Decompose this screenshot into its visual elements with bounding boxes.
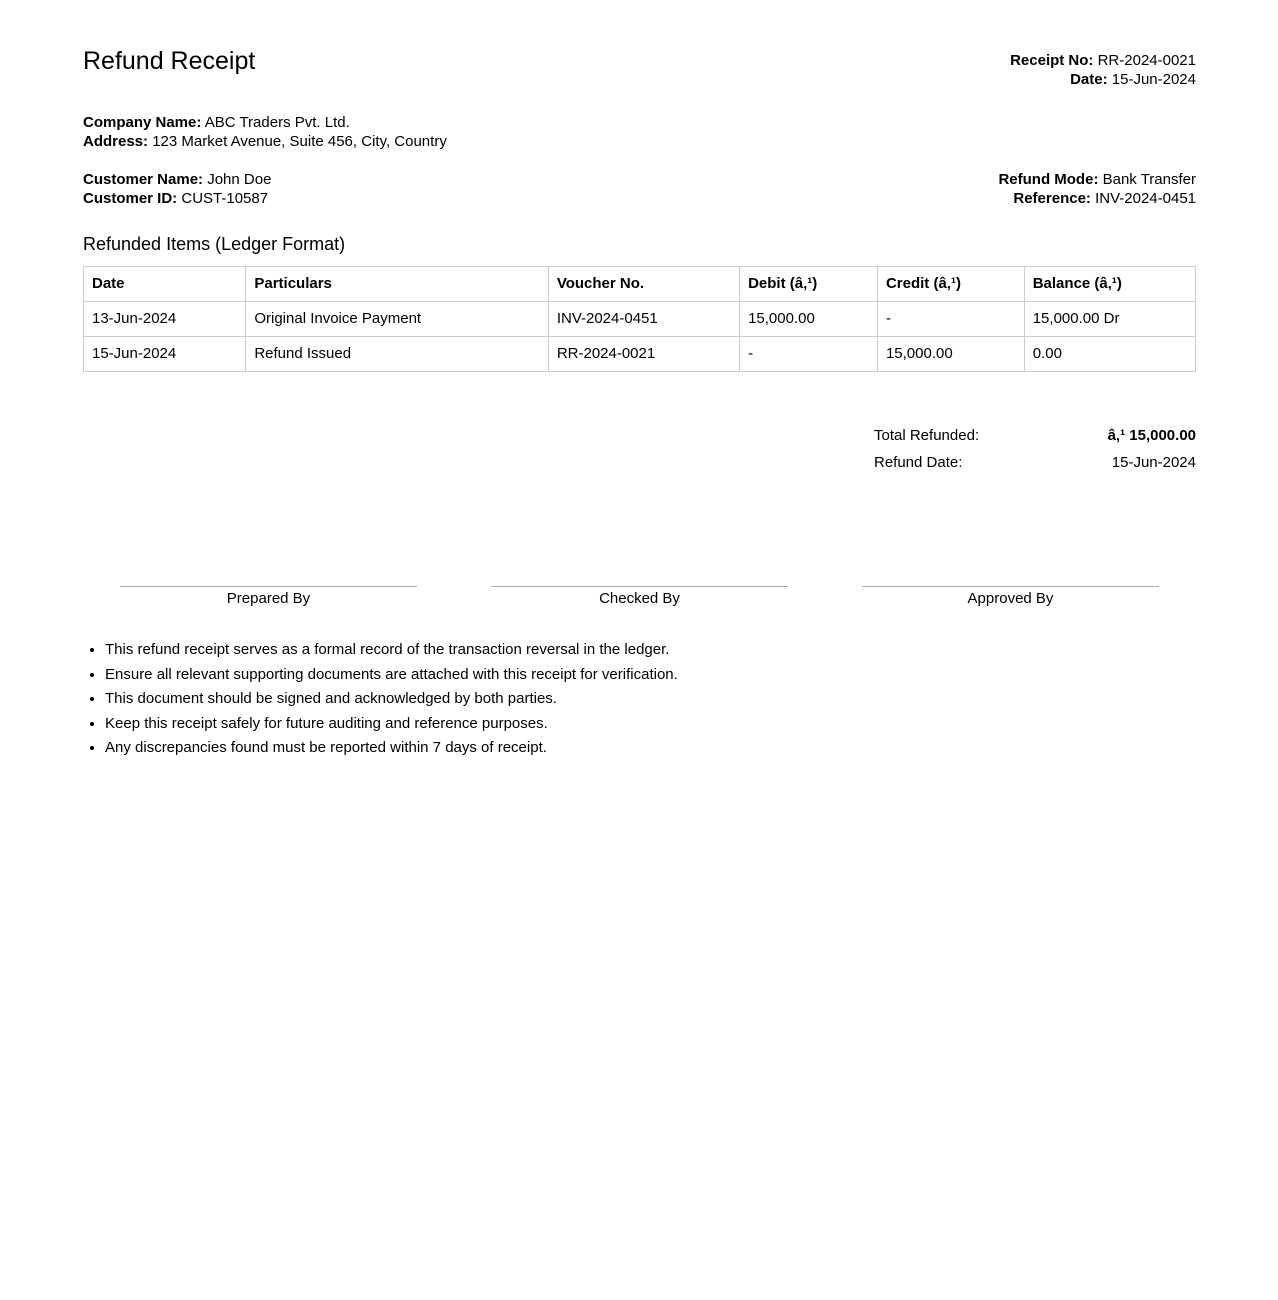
page-title: Refund Receipt: [83, 47, 256, 75]
customer-id-value: CUST-10587: [181, 190, 269, 207]
customer-name-row: [83, 170, 271, 189]
col-header-particulars: Particulars: [246, 267, 548, 302]
refund-date-value: 15-Jun-2024: [1111, 454, 1196, 471]
cell-voucher-no: RR-2024-0021: [548, 337, 739, 372]
customer-id-label: Customer ID:: [83, 190, 178, 207]
totals-section: [874, 426, 1196, 472]
document-header: [83, 46, 1196, 89]
col-header-credit: Credit (â‚¹): [877, 267, 1024, 302]
refund-mode-label: Refund Mode:: [998, 171, 1099, 188]
col-header-date: Date: [84, 267, 246, 302]
note-item: • Keep this receipt safely for future auditing and reference purposes.: [105, 712, 1196, 737]
ledger-table: [83, 266, 1196, 372]
cell-particulars: Original Invoice Payment: [246, 302, 548, 337]
signature-section: [83, 586, 1196, 608]
total-refunded-value: â‚¹ 15,000.00: [1107, 427, 1196, 444]
receipt-no-label: Receipt No:: [1010, 52, 1094, 69]
note-item: • Ensure all relevant supporting documents are attached with this receipt for verification.: [105, 663, 1196, 688]
refund-date-row: [874, 453, 1196, 472]
address-label: Address:: [83, 133, 149, 150]
customer-name-label: Customer Name:: [83, 171, 204, 188]
receipt-no-value: RR-2024-0021: [1097, 52, 1196, 69]
total-refunded-label: Total Refunded:: [874, 427, 980, 444]
signature-block-checked-by: [454, 586, 825, 608]
cell-particulars: Refund Issued: [246, 337, 548, 372]
company-name-value: ABC Traders Pvt. Ltd.: [204, 114, 350, 131]
reference-row: [998, 189, 1196, 208]
parties-block: [83, 170, 1196, 208]
table-row: [84, 302, 1196, 337]
receipt-meta: [1010, 51, 1196, 89]
cell-voucher-no: INV-2024-0451: [548, 302, 739, 337]
company-block: [83, 113, 1196, 151]
cell-date: 13-Jun-2024: [84, 302, 246, 337]
cell-debit: 15,000.00: [740, 302, 878, 337]
customer-name-value: John Doe: [207, 171, 272, 188]
signature-block-prepared-by: [83, 586, 454, 608]
reference-value: INV-2024-0451: [1095, 190, 1196, 207]
refund-mode-value: Bank Transfer: [1102, 171, 1196, 188]
company-address-row: [83, 132, 1196, 151]
note-item: • This refund receipt serves as a formal record of the transaction reversal in the ledger.: [105, 638, 1196, 663]
signature-line: [862, 586, 1159, 587]
col-header-balance: Balance (â‚¹): [1024, 267, 1195, 302]
table-row: [84, 337, 1196, 372]
customer-id-row: [83, 189, 271, 208]
refund-date-label: Refund Date:: [874, 454, 963, 471]
refund-info-block: [998, 170, 1196, 208]
cell-credit: 15,000.00: [877, 337, 1024, 372]
cell-date: 15-Jun-2024: [84, 337, 246, 372]
company-name-row: [83, 113, 1196, 132]
signature-label: Prepared By: [226, 590, 311, 607]
signature-label: Approved By: [967, 590, 1054, 607]
customer-block: [83, 170, 271, 208]
col-header-debit: Debit (â‚¹): [740, 267, 878, 302]
table-header-row: [84, 267, 1196, 302]
section-title: Refunded Items (Ledger Format): [83, 234, 346, 254]
receipt-date-row: [1010, 70, 1196, 89]
company-name-label: Company Name:: [83, 114, 202, 131]
receipt-no-row: [1010, 51, 1196, 70]
signature-block-approved-by: [825, 586, 1196, 608]
signature-line: [491, 586, 788, 587]
note-item: • Any discrepancies found must be reported within 7 days of receipt.: [105, 736, 1196, 761]
receipt-date-value: 15-Jun-2024: [1111, 71, 1196, 88]
signature-line: [120, 586, 417, 587]
receipt-date-label: Date:: [1070, 71, 1108, 88]
col-header-voucher-no: Voucher No.: [548, 267, 739, 302]
cell-debit: -: [740, 337, 878, 372]
cell-credit: -: [877, 302, 1024, 337]
cell-balance: 15,000.00 Dr: [1024, 302, 1195, 337]
note-item: • This document should be signed and acknowledged by both parties.: [105, 687, 1196, 712]
reference-label: Reference:: [1013, 190, 1091, 207]
notes-list: [83, 638, 1196, 761]
total-refunded-row: [874, 426, 1196, 445]
signature-label: Checked By: [599, 590, 680, 607]
refund-mode-row: [998, 170, 1196, 189]
address-value: 123 Market Avenue, Suite 456, City, Country: [152, 133, 447, 150]
cell-balance: 0.00: [1024, 337, 1195, 372]
